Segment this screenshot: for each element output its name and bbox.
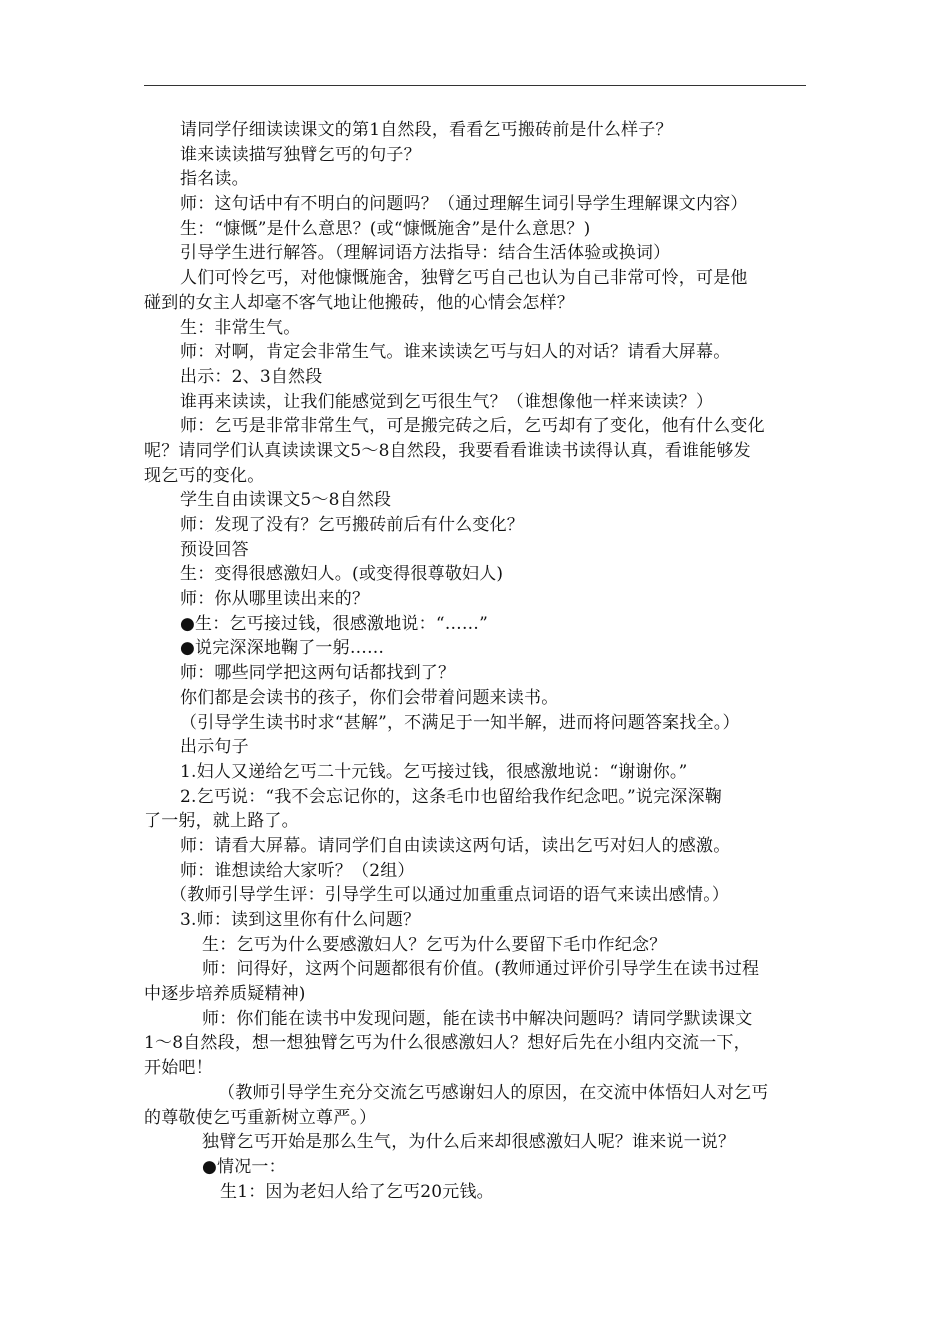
paragraph-line: 师：哪些同学把这两句话都找到了？: [180, 663, 456, 684]
paragraph-line: 生：非常生气。: [180, 317, 301, 338]
paragraph-line: 师：谁想读给大家听？（2组）: [180, 860, 415, 881]
paragraph-line: 1～8自然段，想一想独臂乞丐为什么很感激妇人？想好后先在小组内交流一下，: [144, 1033, 751, 1054]
paragraph-line: 谁来读读描写独臂乞丐的句子？: [180, 144, 421, 165]
header-rule: [144, 85, 806, 86]
paragraph-line: （教师引导学生评：引导学生可以通过加重重点词语的语气来读出感情。）: [170, 885, 730, 906]
numbered-line: 2.乞丐说：“我不会忘记你的，这条毛巾也留给我作纪念吧。”说完深深鞠: [180, 786, 722, 807]
paragraph-line: 生：变得很感激妇人。(或变得很尊敬妇人): [180, 564, 504, 585]
paragraph-line: 师：这句话中有不明白的问题吗？（通过理解生词引导学生理解课文内容）: [180, 194, 748, 215]
paragraph-line: 师：乞丐是非常非常生气，可是搬完砖之后，乞丐却有了变化，他有什么变化: [180, 416, 765, 437]
paragraph-line: 生：乞丐为什么要感激妇人？乞丐为什么要留下毛巾作纪念？: [202, 934, 667, 955]
paragraph-line: 碰到的女主人却毫不客气地让他搬砖，他的心情会怎样？: [144, 292, 574, 313]
paragraph-line: （教师引导学生充分交流乞丐感谢妇人的原因，在交流中体悟妇人对乞丐: [218, 1082, 769, 1103]
paragraph-line: 出示句子: [180, 737, 249, 758]
paragraph-line: 人们可怜乞丐，对他慷慨施舍，独臂乞丐自己也认为自己非常可怜，可是他: [180, 268, 748, 289]
paragraph-line: 预设回答: [180, 539, 249, 560]
paragraph-line: 学生自由读课文5～8自然段: [180, 490, 392, 511]
numbered-line: 3.师：读到这里你有什么问题？: [180, 910, 421, 930]
paragraph-line: 师：你们能在读书中发现问题，能在读书中解决问题吗？请同学默读课文: [202, 1008, 753, 1029]
paragraph-line: 引导学生进行解答。（理解词语方法指导：结合生活体验或换词）: [180, 243, 671, 264]
bullet-line: ●生：乞丐接过钱，很感激地说：“……”: [180, 613, 489, 634]
paragraph-line: 出示：2、3自然段: [180, 366, 323, 387]
paragraph-line: （引导学生读书时求“甚解”，不满足于一知半解，进而将问题答案找全。）: [180, 712, 740, 733]
paragraph-line: 现乞丐的变化。: [144, 465, 265, 486]
paragraph-line: 生：“慷慨”是什么意思？(或“慷慨施舍”是什么意思？): [180, 218, 591, 239]
bullet-line: ●说完深深地鞠了一躬……: [180, 638, 385, 659]
paragraph-line: 师：你从哪里读出来的？: [180, 589, 370, 610]
paragraph-line: 你们都是会读书的孩子，你们会带着问题来读书。: [180, 687, 559, 708]
paragraph-line: 了一躬，就上路了。: [144, 811, 299, 832]
paragraph-line: 师：对啊，肯定会非常生气。谁来读读乞丐与妇人的对话？请看大屏幕。: [180, 342, 731, 363]
paragraph-line: 生1：因为老妇人给了乞丐20元钱。: [220, 1181, 494, 1202]
paragraph-line: 独臂乞丐开始是那么生气，为什么后来却很感激妇人呢？谁来说一说？: [202, 1132, 736, 1153]
bullet-line: ●情况一：: [202, 1156, 286, 1177]
paragraph-line: 师：发现了没有？乞丐搬砖前后有什么变化？: [180, 515, 524, 535]
paragraph-line: 呢？请同学们认真读读课文5～8自然段，我要看看谁读书读得认真，看谁能够发: [144, 440, 751, 461]
paragraph-line: 开始吧！: [144, 1058, 213, 1079]
paragraph-line: 的尊敬使乞丐重新树立尊严。）: [144, 1107, 377, 1128]
paragraph-line: 请同学仔细读读课文的第1自然段，看看乞丐搬砖前是什么样子？: [180, 120, 673, 140]
paragraph-line: 指名读。: [180, 169, 249, 190]
paragraph-line: 师：问得好，这两个问题都很有价值。(教师通过评价引导学生在读书过程: [202, 959, 760, 980]
numbered-line: 1.妇人又递给乞丐二十元钱。乞丐接过钱，很感激地说：“谢谢你。”: [180, 761, 688, 782]
document-body: [144, 118, 806, 1204]
paragraph-line: 中逐步培养质疑精神): [144, 984, 306, 1005]
paragraph-line: 师：请看大屏幕。请同学们自由读读这两句话，读出乞丐对妇人的感激。: [180, 835, 731, 856]
paragraph-line: 谁再来读读，让我们能感觉到乞丐很生气？（谁想像他一样来读读？）: [180, 391, 714, 412]
